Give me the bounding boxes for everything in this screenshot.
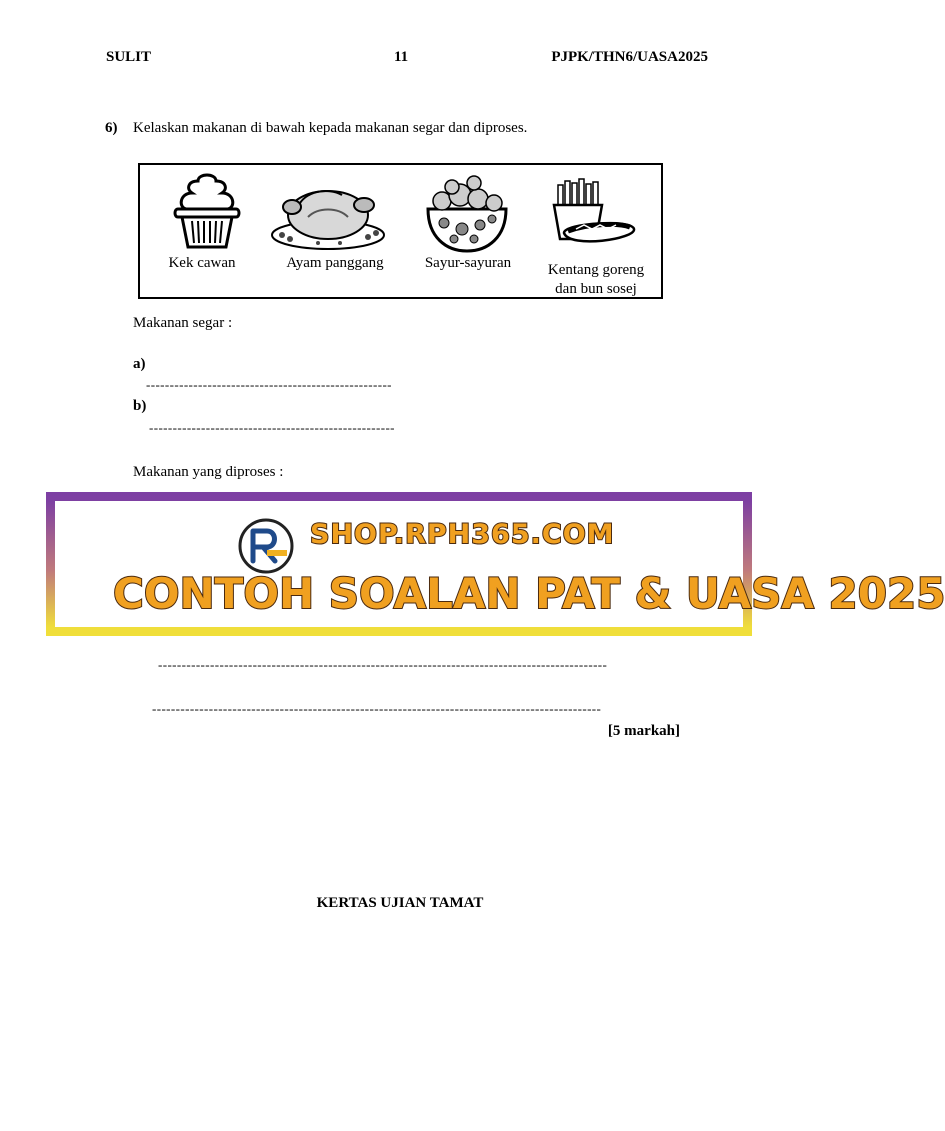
banner-url: SHOP.RPH365.COM [310,519,615,550]
food-label-fries-hotdog-line1: Kentang goreng [547,262,645,278]
food-label-fries-hotdog-line2: dan bun sosej [555,281,637,297]
watermark-banner [46,492,945,636]
cupcake-icon [170,171,244,249]
vegetable-bowl-icon [422,173,512,255]
marks-label: [5 markah] [607,723,680,739]
food-images-box [138,163,663,299]
food-label-roast-chicken: Ayam panggang [286,255,384,271]
page-number: 11 [394,49,409,65]
header-left: SULIT [106,49,152,65]
roast-chicken-icon [268,177,390,253]
fries-hotdog-icon [550,179,642,255]
banner-title: CONTOH SOALAN PAT & UASA 2025 [113,569,945,618]
processed-food-title: Makanan yang diproses : [133,464,284,480]
answer-line-1[interactable]: ----------------------------------------------------------------------------------------------- [158,657,608,672]
fresh-item-a-label: a) [133,356,146,372]
answer-line-a[interactable]: ---------------------------------------------------- [146,377,392,392]
question-text: Kelaskan makanan di bawah kepada makanan segar dan diproses. [133,120,528,136]
fresh-item-b-label: b) [133,398,147,414]
answer-line-2[interactable]: ----------------------------------------------------------------------------------------------- [152,701,602,716]
end-of-paper-text: KERTAS UJIAN TAMAT [316,895,484,911]
answer-line-b[interactable]: ---------------------------------------------------- [149,420,395,435]
rph365-logo [237,517,295,575]
paper-code: PJPK/THN6/UASA2025 [551,49,708,65]
question-number: 6) [105,120,118,136]
fresh-food-title: Makanan segar : [133,315,233,331]
food-label-cupcake: Kek cawan [168,255,236,271]
food-label-vegetables: Sayur-sayuran [424,255,512,271]
